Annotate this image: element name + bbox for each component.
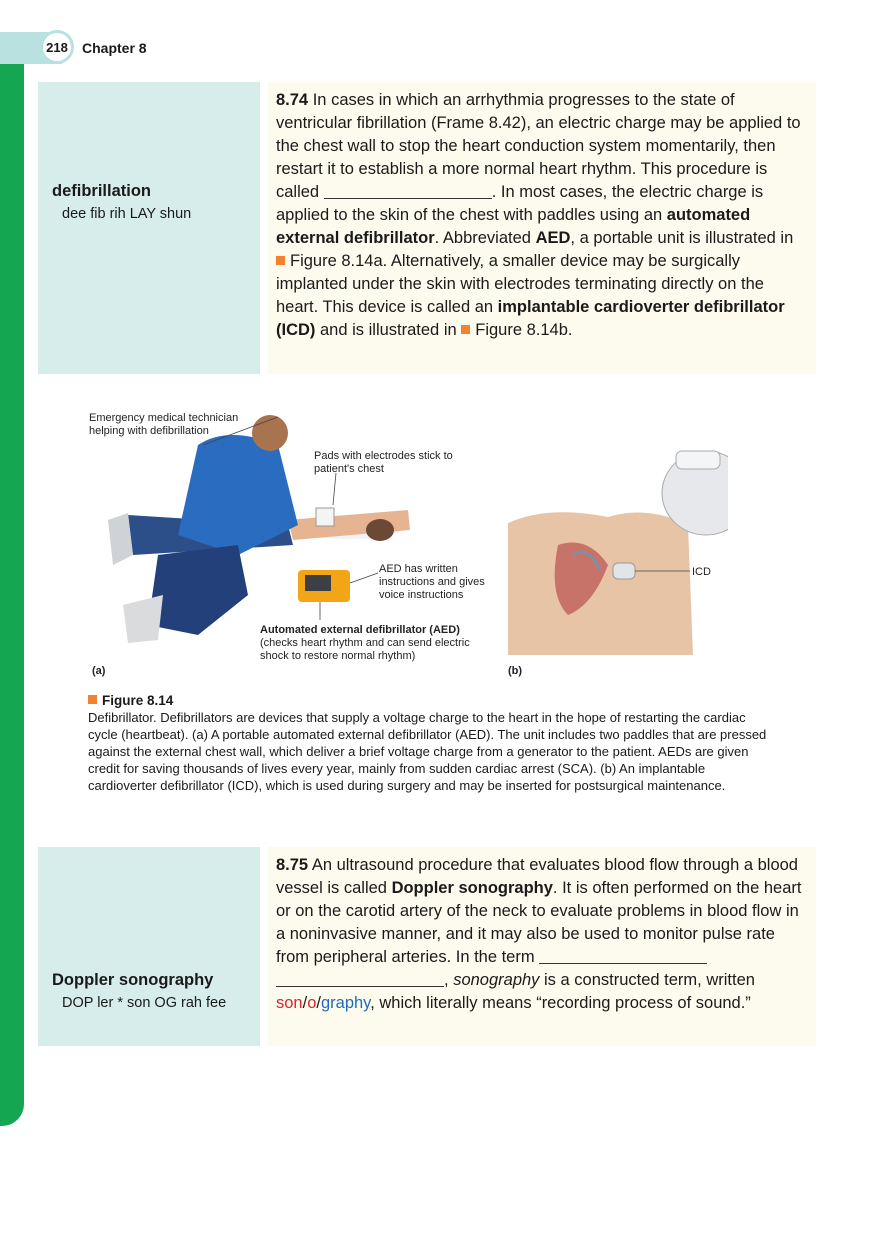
figure-ref[interactable]: Figure 8.14a: [290, 252, 383, 270]
answer-blank[interactable]: [324, 182, 492, 199]
frame-8-75: [38, 847, 816, 1046]
term-pronunciation: DOP ler * son OG rah fee: [62, 995, 227, 1011]
frame-text-part: An ultrasound procedure that evaluates blood flow through a blood vessel is called: [276, 856, 798, 897]
frame-text-part: , a portable unit is illustrated in: [570, 229, 794, 247]
frame-text-part: . Alternatively, a smaller device may be surgically implanted under the skin with electrodes terminating directly on the heart. This device is called an: [276, 252, 764, 316]
aed-title-text: Automated external defibrillator (AED): [260, 624, 460, 636]
figure-ref[interactable]: Figure 8.14b.: [475, 321, 573, 339]
frame-text-part: and is illustrated in: [320, 321, 457, 339]
frame-text: [268, 82, 816, 374]
caption-title: Figure 8.14: [102, 693, 174, 708]
frame-text: [268, 847, 816, 1046]
frame-number: 8.75: [276, 856, 309, 874]
bold-term: Doppler sonography: [391, 879, 553, 897]
answer-blank[interactable]: [539, 947, 707, 964]
label-aed-title: [260, 624, 500, 663]
label-pads: Pads with electrodes stick to patient's chest: [314, 450, 453, 475]
page-number: 218: [40, 30, 74, 64]
label-aed-voice: AED has written instructions and gives voice instructions: [379, 563, 485, 601]
term-title: Doppler sonography: [52, 971, 214, 989]
frame-text-part: . Abbreviated: [434, 229, 531, 247]
frame-number: 8.74: [276, 91, 309, 109]
frame-text-part: . It is often performed on the heart or on the carotid artery of the neck to evaluate problems in blood flow in a noninvasive manner, and it may also be used to monitor pulse rate from peripheral arteries. In the term: [276, 879, 802, 966]
word-separator: /: [302, 994, 308, 1012]
icd-implant-illustration: [508, 451, 728, 655]
frame-text-part: . In most cases, the electric charge is applied to the skin of the chest with paddles using an: [276, 183, 764, 224]
label-a: (a): [92, 665, 106, 677]
frame-text-part: , which literally means “recording process of sound.”: [370, 994, 751, 1012]
italic-term: sonography: [453, 971, 540, 989]
bold-term: automated external defibrillator: [276, 206, 751, 247]
caption-heading: [88, 692, 768, 709]
frame-text-part: In cases in which an arrhythmia progresses to the state of ventricular fibrillation (Frame 8.42), an electric charge may be applied to the chest wall to stop the heart conduction system momentarily, then restart it to establish a more normal heart rhythm. This procedure is called: [276, 91, 801, 201]
label-icd: ICD: [692, 566, 711, 578]
figure-ref-square-icon: [461, 325, 470, 334]
frame-8-74: [38, 82, 816, 374]
suffix: graphy: [320, 994, 371, 1012]
chapter-title: Chapter 8: [82, 40, 147, 56]
bold-term: implantable cardioverter defibrillator (ICD): [276, 298, 785, 339]
figure-caption: [88, 692, 768, 794]
answer-blank[interactable]: [276, 970, 444, 987]
term-column: [38, 847, 260, 1046]
word-root: son: [276, 994, 303, 1012]
label-emt: Emergency medical technician helping with defibrillation: [89, 412, 239, 437]
term-title: defibrillation: [52, 182, 151, 200]
caption-body: Defibrillator. Defibrillators are devices that supply a voltage charge to the heart in the hope of restarting the cardiac cycle (heartbeat). (a) A portable automated external defibrillator (AED). The unit includes two paddles that are pressed against the external chest wall, which deliver a brief voltage charge from a generator to the patient. AEDs are given credit for saving thousands of lives every year, mainly from sudden cardiac arrest (SCA). (b) An implantable cardioverter defibrillator (ICD), which is used during surgery and may be inserted for postsurgical maintenance.: [88, 710, 767, 793]
word-separator: /: [316, 994, 321, 1012]
term-column: [38, 82, 260, 374]
aed-desc-text: (checks heart rhythm and can send electric shock to restore normal rhythm): [260, 637, 470, 662]
combining-vowel: o: [307, 994, 317, 1012]
side-bar: [0, 64, 24, 1126]
figure-square-icon: [88, 695, 97, 704]
figure-ref-square-icon: [276, 256, 285, 265]
label-b: (b): [508, 665, 523, 677]
frame-text-part: ,: [444, 971, 449, 989]
term-pronunciation: dee fib rih LAY shun: [62, 206, 192, 222]
frame-text-part: is a constructed term, written: [544, 971, 755, 989]
bold-term: AED: [535, 229, 571, 247]
